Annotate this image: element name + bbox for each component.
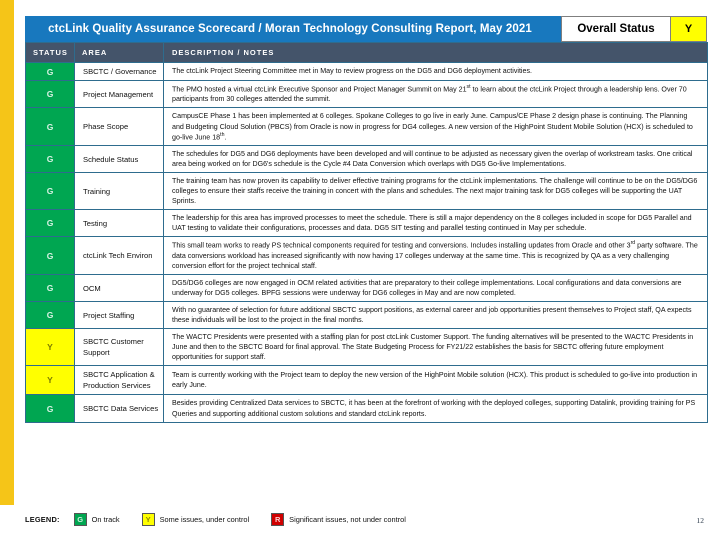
legend-chip-g: G <box>74 513 87 526</box>
table-row <box>26 366 708 395</box>
status-badge: G <box>26 302 75 329</box>
column-header-area: AREA <box>75 43 164 63</box>
area-label: Project Management <box>75 81 164 108</box>
area-label: Schedule Status <box>75 146 164 173</box>
table-row <box>26 146 708 173</box>
status-badge: G <box>26 395 75 422</box>
status-badge: G <box>26 108 75 146</box>
legend-item <box>142 513 250 526</box>
table-row <box>26 173 708 210</box>
table-header-row <box>26 43 708 63</box>
table-row <box>26 210 708 237</box>
description-text: CampusCE Phase 1 has been implemented at 6 colleges. Spokane Colleges to go live in early June. Campus/CE Phase 2 design phase is continuing. The Planning and Budgeting Cloud Solution (PBCS) from Oracle is now in progress for DG4 colleges. A new version of the HighPoint Student Mobile Solution (HCX) is scheduled to go-live June 18th. <box>164 108 708 146</box>
area-label: ctcLink Tech Environ <box>75 237 164 275</box>
legend-item <box>74 513 120 526</box>
description-text: DG5/DG6 colleges are now engaged in OCM related activities that are preparatory to their college implementations. Local configurations and data conversions are underway for DG5 colleges. BPFG sessions were underway for DG6 colleges in May and are now completed. <box>164 275 708 302</box>
status-badge: G <box>26 275 75 302</box>
column-header-status: STATUS <box>26 43 75 63</box>
legend-item <box>271 513 406 526</box>
scorecard-table <box>25 42 708 423</box>
overall-status-label: Overall Status <box>561 16 671 42</box>
area-label: SBCTC / Governance <box>75 63 164 81</box>
description-text: The ctcLink Project Steering Committee met in May to review progress on the DG5 and DG6 deployment activities. <box>164 63 708 81</box>
description-text: With no guarantee of selection for future additional SBCTC support positions, as external career and job opportunities present themselves to Project staff, QA expects these individuals will be lost to the project in the final months. <box>164 302 708 329</box>
legend-chip-r: R <box>271 513 284 526</box>
table-row <box>26 237 708 275</box>
area-label: SBCTC Application & Production Services <box>75 366 164 395</box>
area-label: SBCTC Data Services <box>75 395 164 422</box>
status-badge: Y <box>26 329 75 366</box>
description-text: The WACTC Presidents were presented with a staffing plan for post ctcLink Customer Support. The funding alternatives will be presented to the WACTC Presidents in June and then to the SBCTC Board for final approval. The State Budgeting Process for FY21/22 establishes the basis for SBCTC offering future employment opportunities for support staff. <box>164 329 708 366</box>
area-label: Training <box>75 173 164 210</box>
status-badge: G <box>26 173 75 210</box>
legend-label: Some issues, under control <box>159 514 250 524</box>
table-row <box>26 63 708 81</box>
table-header <box>26 43 708 63</box>
status-badge: G <box>26 63 75 81</box>
overall-status-badge: Y <box>671 16 707 42</box>
legend-items <box>74 513 428 526</box>
table-row <box>26 81 708 108</box>
table-row <box>26 329 708 366</box>
status-badge: G <box>26 81 75 108</box>
description-text: The schedules for DG5 and DG6 deployments have been developed and will continue to be adjusted as necessary given the overlap of workstream tasks. One critical area being worked on for DG6's schedule is the Cycle #4 Data Conversion which overlaps with DG5 Go-live Implementations. <box>164 146 708 173</box>
description-text: The PMO hosted a virtual ctcLink Executive Sponsor and Project Manager Summit on May 21st to learn about the ctcLink Project through a leadership lens. Over 70 participants from 30 colleges attended the summit. <box>164 81 708 108</box>
area-label: Phase Scope <box>75 108 164 146</box>
description-text: This small team works to ready PS technical components required for testing and conversions. Includes installing updates from Oracle and other 3rd party software. The data conversions workload has increased significantly with now having 17 colleges underway at the same time. This is recognized by QA as a very challenging conversion effort for the project technical staff. <box>164 237 708 275</box>
left-accent-bar <box>0 0 14 505</box>
area-label: SBCTC Customer Support <box>75 329 164 366</box>
status-badge: G <box>26 146 75 173</box>
description-text: The leadership for this area has improved processes to meet the schedule. There is still a major dependency on the 8 colleges included in scope for DG5 Parallel and UAT testing to validate their configurations, processes and data. DG5 SIT testing and parallel testing continued in May per schedule. <box>164 210 708 237</box>
page-number: 12 <box>696 516 704 525</box>
area-label: Project Staffing <box>75 302 164 329</box>
page-title: ctcLink Quality Assurance Scorecard / Moran Technology Consulting Report, May 2021 <box>48 23 532 35</box>
status-badge: G <box>26 210 75 237</box>
status-badge: G <box>26 237 75 275</box>
title-bar <box>25 16 707 42</box>
legend-chip-y: Y <box>142 513 155 526</box>
description-text: Team is currently working with the Project team to deploy the new version of the HighPoint Mobile solution (HCX). This product is scheduled to go-live into production in early June. <box>164 366 708 395</box>
table-row <box>26 302 708 329</box>
column-header-description: DESCRIPTION / NOTES <box>164 43 708 63</box>
legend <box>25 508 707 530</box>
table-row <box>26 108 708 146</box>
table-row <box>26 395 708 422</box>
legend-title: LEGEND: <box>25 514 60 524</box>
area-label: Testing <box>75 210 164 237</box>
legend-label: On track <box>91 514 120 524</box>
description-text: Besides providing Centralized Data services to SBCTC, it has been at the forefront of working with the deployed colleges, supporting Datalink, providing training for PS Queries and supporting additional custom solutions and standard ctcLink reports. <box>164 395 708 422</box>
table-row <box>26 275 708 302</box>
table-body <box>26 63 708 423</box>
status-badge: Y <box>26 366 75 395</box>
description-text: The training team has now proven its capability to deliver effective training programs for the ctcLink implementations. The challenge will continue to be on the DG5/DG6 colleges to ensure their staffs receive the training in concert with the plans and schedules. The next major training task for DG5 colleges will be supporting the UAT Sprints. <box>164 173 708 210</box>
area-label: OCM <box>75 275 164 302</box>
legend-label: Significant issues, not under control <box>289 514 406 524</box>
